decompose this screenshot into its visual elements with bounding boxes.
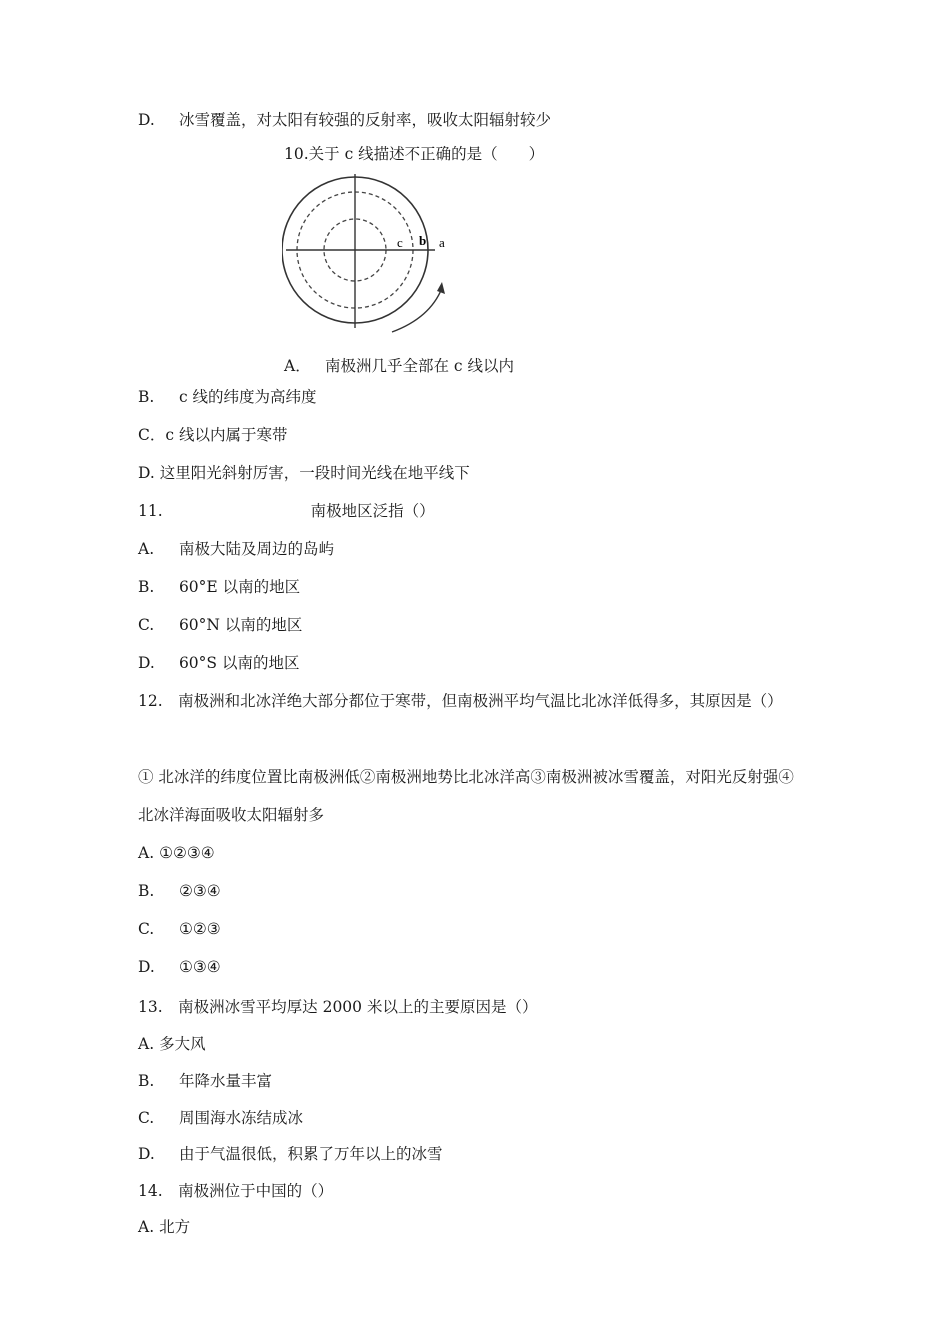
q10-title: 10.关于 c 线描述不正确的是（ ） (284, 145, 545, 163)
option-label: B. (138, 882, 155, 900)
option-label: A. (138, 540, 155, 558)
option-text: 60°N 以南的地区 (178, 616, 303, 634)
option-label: D. (138, 1145, 155, 1163)
option-text: 60°S 以南的地区 (178, 654, 300, 672)
option-label: B. (138, 578, 155, 596)
option-text: 冰雪覆盖，对太阳有较强的反射率，吸收太阳辐射较少 (178, 111, 551, 129)
option-text: 北方 (159, 1218, 191, 1236)
q12-option-d (138, 957, 221, 977)
label-c: c (397, 235, 403, 250)
q10-option-b (138, 387, 317, 407)
q12-statements: ① 北冰洋的纬度位置比南极洲低②南极洲地势比北冰洋高③南极洲被冰雪覆盖，对阳光反射强④北冰洋海面吸收太阳辐射多 (138, 768, 794, 824)
option-label: D. (138, 464, 155, 482)
q11-question (138, 501, 435, 521)
latitude-circle-diagram (282, 170, 462, 342)
q10-option-a (284, 354, 514, 376)
q13-option-a (138, 1034, 206, 1054)
option-text: 这里阳光斜射厉害，一段时间光线在地平线下 (159, 464, 470, 482)
option-text: 由于气温很低，积累了万年以上的冰雪 (178, 1145, 443, 1163)
option-text: 60°E 以南的地区 (178, 578, 301, 596)
option-label: B. (138, 1072, 155, 1090)
q11-option-d (138, 653, 299, 673)
q13-option-b (138, 1071, 272, 1091)
option-text: ①②③④ (159, 844, 215, 862)
q13-option-d (138, 1144, 442, 1164)
option-text: 多大风 (159, 1035, 206, 1053)
question-number: 11. (138, 502, 163, 520)
q12-option-c (138, 919, 221, 939)
q12-question: 12. 南极洲和北冰洋绝大部分都位于寒带，但南极洲平均气温比北冰洋低得多，其原因是（） (138, 692, 783, 710)
q12-option-b (138, 881, 221, 901)
option-text: c 线以内属于寒带 (165, 426, 288, 444)
option-label: C． (138, 426, 166, 444)
q12-option-a (138, 843, 215, 863)
option-text: 南极大陆及周边的岛屿 (178, 540, 334, 558)
option-text: ①②③ (178, 920, 221, 938)
q11-option-c (138, 615, 302, 635)
q10-option-d (138, 463, 470, 483)
q11-option-a (138, 539, 334, 559)
label-a: a (439, 235, 445, 250)
option-label: A. (138, 844, 155, 862)
q11-option-b (138, 577, 300, 597)
q9-option-d (138, 110, 551, 130)
option-label: A. (138, 1218, 155, 1236)
rotation-arrow-head (437, 282, 445, 294)
option-label: A． (284, 357, 311, 375)
q14-question: 14. 南极洲位于中国的（） (138, 1182, 334, 1200)
option-label: C. (138, 1109, 155, 1127)
q13-question: 13. 南极洲冰雪平均厚达 2000 米以上的主要原因是（） (138, 998, 538, 1016)
q13-option-c (138, 1108, 303, 1128)
question-text: 南极地区泛指（） (310, 502, 435, 520)
q10-option-c (138, 425, 287, 445)
option-label: C. (138, 920, 155, 938)
option-label: A. (138, 1035, 155, 1053)
option-text: 周围海水冻结成冰 (178, 1109, 303, 1127)
option-text: 南极洲几乎全部在 c 线以内 (324, 357, 514, 375)
option-text: ②③④ (178, 882, 221, 900)
option-label: D. (138, 111, 155, 129)
option-label: D. (138, 654, 155, 672)
option-text: ①③④ (178, 958, 221, 976)
label-b: b (419, 233, 427, 248)
option-text: 年降水量丰富 (178, 1072, 272, 1090)
option-label: C. (138, 616, 155, 634)
option-label: D. (138, 958, 155, 976)
q14-option-a (138, 1217, 190, 1237)
rotation-arrow (392, 288, 442, 332)
option-text: c 线的纬度为高纬度 (178, 388, 317, 406)
option-label: B. (138, 388, 155, 406)
